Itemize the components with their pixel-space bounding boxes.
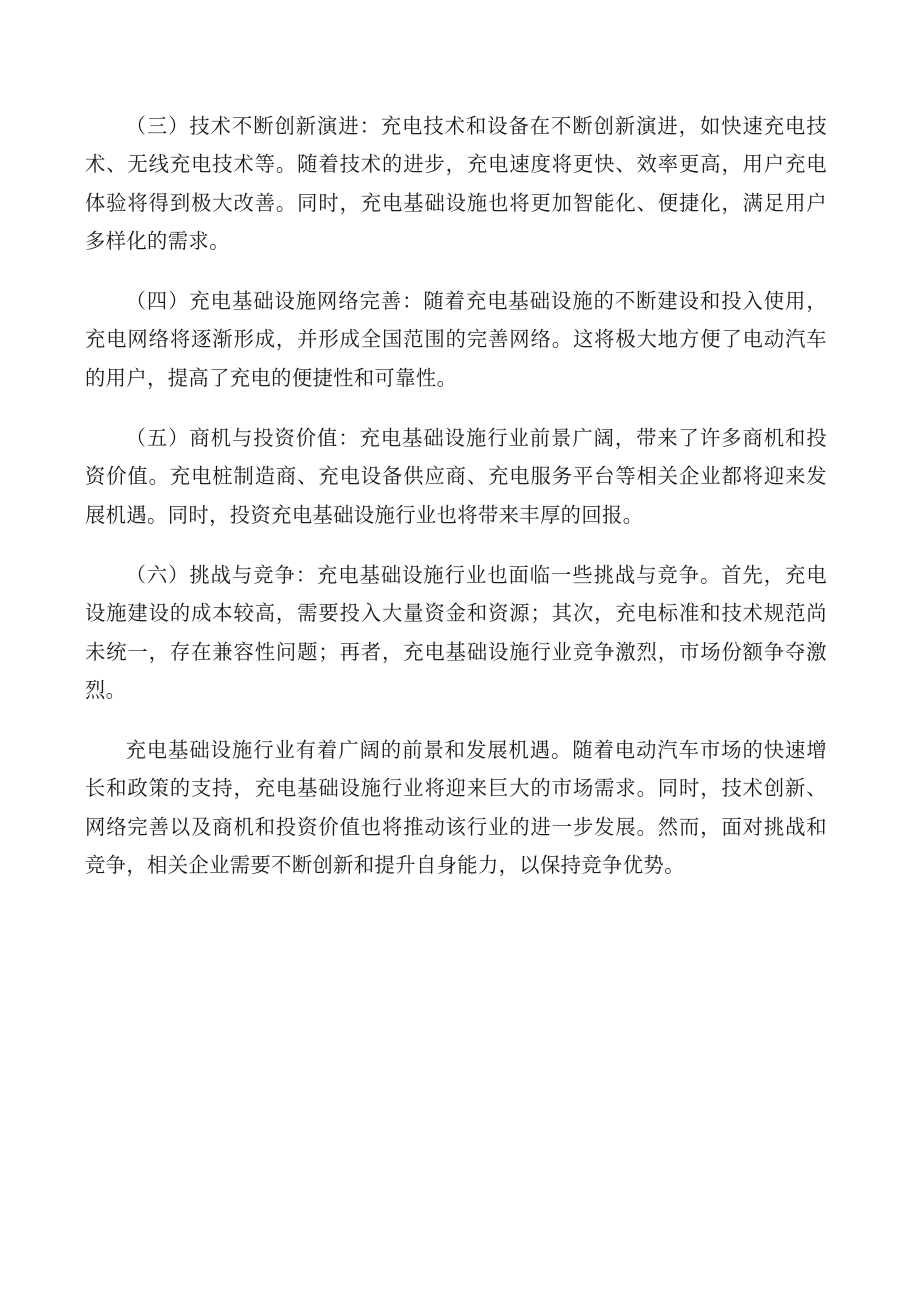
document-body	[85, 107, 827, 884]
paragraph-summary: 充电基础设施行业有着广阔的前景和发展机遇。随着电动汽车市场的快速增长和政策的支持，充电基础设施行业将迎来巨大的市场需求。同时，技术创新、网络完善以及商机和投资价值也将推动该行业的进一步发展。然而，面对挑战和竞争，相关企业需要不断创新和提升自身能力，以保持竞争优势。	[85, 738, 827, 878]
paragraph-business-investment: （五）商机与投资价值：充电基础设施行业前景广阔，带来了许多商机和投资价值。充电桩制造商、充电设备供应商、充电服务平台等相关企业都将迎来发展机遇。同时，投资充电基础设施行业也将带来丰厚的回报。	[85, 426, 827, 527]
paragraph-network-improvement: （四）充电基础设施网络完善：随着充电基础设施的不断建设和投入使用，充电网络将逐渐形成，并形成全国范围的完善网络。这将极大地方便了电动汽车的用户，提高了充电的便捷性和可靠性。	[85, 289, 827, 390]
paragraph-challenges-competition: （六）挑战与竞争：充电基础设施行业也面临一些挑战与竞争。首先，充电设施建设的成本较高，需要投入大量资金和资源；其次，充电标准和技术规范尚未统一，存在兼容性问题；再者，充电基础设施行业竞争激烈，市场份额争夺激烈。	[85, 562, 827, 702]
paragraph-technology-innovation: （三）技术不断创新演进：充电技术和设备在不断创新演进，如快速充电技术、无线充电技术等。随着技术的进步，充电速度将更快、效率更高，用户充电体验将得到极大改善。同时，充电基础设施也将更加智能化、便捷化，满足用户多样化的需求。	[85, 114, 827, 253]
